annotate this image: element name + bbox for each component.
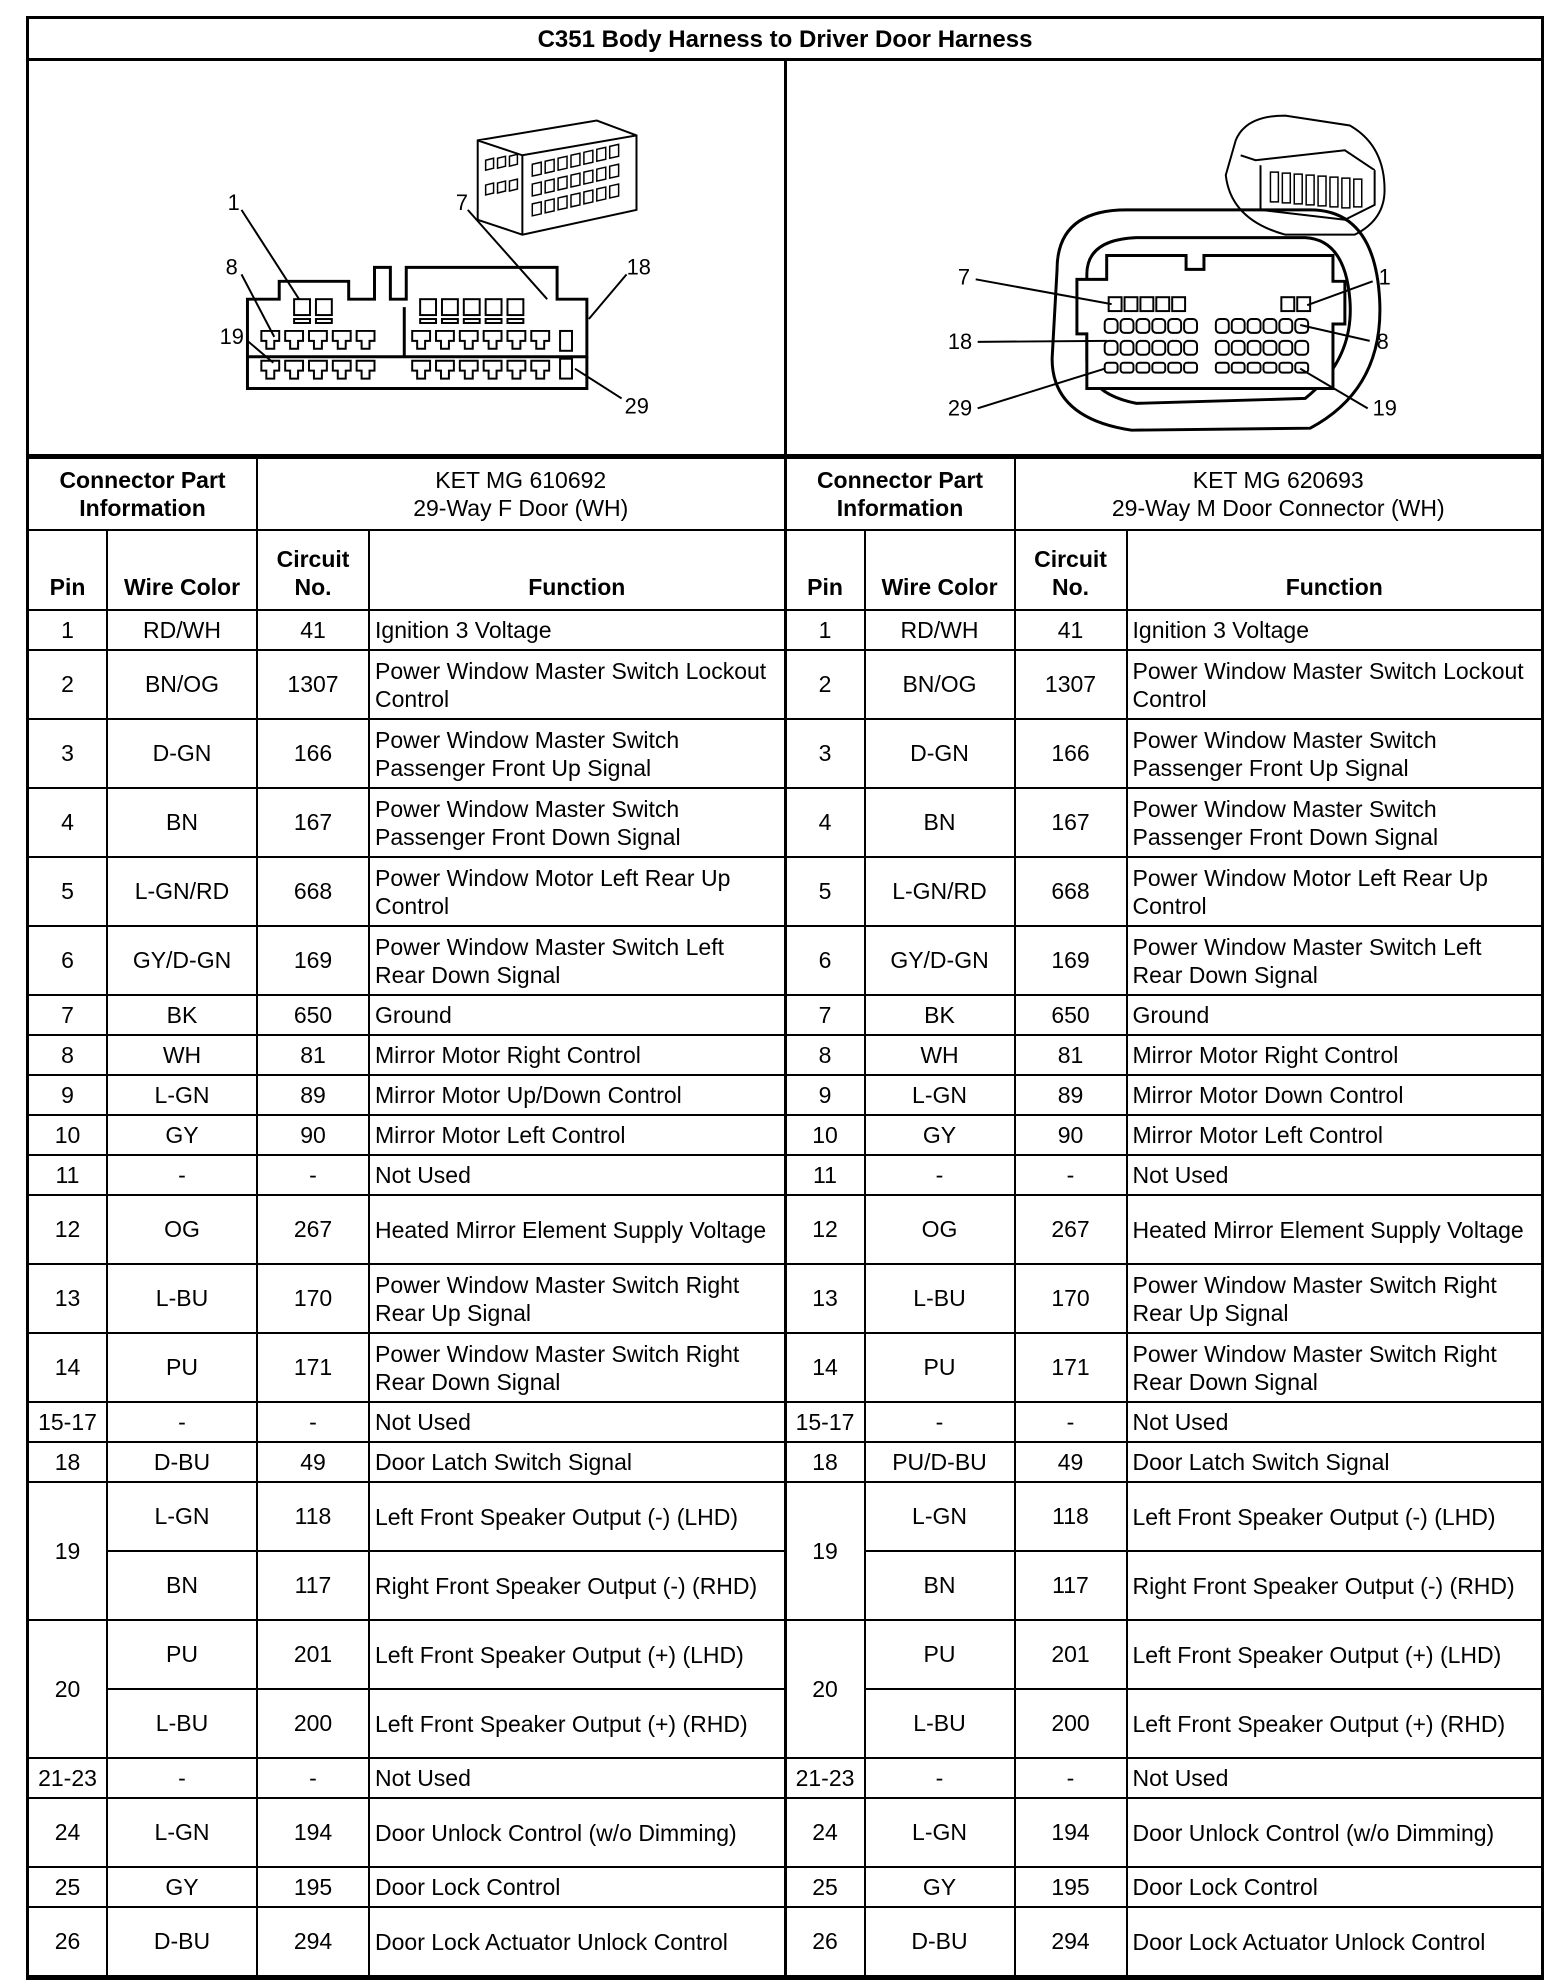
wire-color-cell: RD/WH [107, 610, 257, 650]
wire-color-cell: L-GN [107, 1075, 257, 1115]
pin-cell: 12 [787, 1195, 865, 1264]
table-row [787, 610, 1542, 650]
function-header: Function [1127, 530, 1541, 610]
table-row [787, 1264, 1542, 1333]
wire-color-cell: WH [107, 1035, 257, 1075]
pin-header: Pin [787, 530, 865, 610]
pin-cell: 19 [29, 1482, 107, 1620]
circuit-cell: 90 [257, 1115, 369, 1155]
table-row [787, 1075, 1542, 1115]
wire-color-cell: BN [107, 788, 257, 857]
function-cell: Power Window Master Switch Lockout Control [1127, 650, 1541, 719]
wire-color-cell: GY [865, 1867, 1015, 1907]
circuit-cell: 89 [257, 1075, 369, 1115]
function-cell: Heated Mirror Element Supply Voltage [369, 1195, 783, 1264]
female-connector-drawing [29, 61, 784, 454]
table-row [29, 1867, 784, 1907]
wire-color-cell: L-BU [107, 1689, 257, 1758]
table-row [787, 995, 1542, 1035]
connector-part-label: Connector Part Information [29, 458, 257, 530]
wire-color-cell: - [865, 1155, 1015, 1195]
circuit-cell: 81 [257, 1035, 369, 1075]
pin-cell: 15-17 [29, 1402, 107, 1442]
pin-cell: 3 [787, 719, 865, 788]
table-header-row [787, 530, 1542, 610]
right-pinout [784, 457, 1542, 1977]
circuit-cell: 89 [1015, 1075, 1127, 1115]
female-connector-perspective-icon [478, 121, 637, 235]
wire-color-cell: - [865, 1758, 1015, 1798]
circuit-cell: - [257, 1155, 369, 1195]
wire-color-cell: GY [865, 1115, 1015, 1155]
table-row [29, 1155, 784, 1195]
function-cell: Right Front Speaker Output (-) (RHD) [1127, 1551, 1541, 1620]
connector-part-label: Connector Part Information [787, 458, 1015, 530]
wire-color-cell: L-GN/RD [107, 857, 257, 926]
table-row [29, 1115, 784, 1155]
function-cell: Power Window Master Switch Passenger Front Down Signal [369, 788, 783, 857]
connector-info-row [787, 458, 1542, 530]
circuit-cell: - [1015, 1402, 1127, 1442]
circuit-cell: 668 [1015, 857, 1127, 926]
function-cell: Door Latch Switch Signal [369, 1442, 783, 1482]
female-connector-diagram [29, 61, 784, 454]
function-cell: Door Lock Actuator Unlock Control [1127, 1907, 1541, 1976]
function-cell: Power Window Master Switch Passenger Front Up Signal [369, 719, 783, 788]
circuit-cell: 200 [1015, 1689, 1127, 1758]
circuit-cell: 1307 [257, 650, 369, 719]
table-row [29, 610, 784, 650]
function-cell: Mirror Motor Left Control [1127, 1115, 1541, 1155]
function-cell: Power Window Master Switch Left Rear Down Signal [369, 926, 783, 995]
right-pinout-table [787, 457, 1542, 1977]
table-row [787, 926, 1542, 995]
table-row [787, 1115, 1542, 1155]
pin-cell: 6 [29, 926, 107, 995]
circuit-cell: 201 [257, 1620, 369, 1689]
table-row [787, 1333, 1542, 1402]
wire-color-cell: GY/D-GN [107, 926, 257, 995]
callout-label: 7 [957, 264, 970, 290]
function-cell: Mirror Motor Down Control [1127, 1075, 1541, 1115]
wire-color-cell: PU [107, 1333, 257, 1402]
pin-cell: 1 [29, 610, 107, 650]
table-row [29, 1907, 784, 1976]
table-row [29, 1620, 784, 1689]
table-row [29, 1333, 784, 1402]
table-row [29, 1264, 784, 1333]
pin-cell: 7 [29, 995, 107, 1035]
pin-cell: 9 [787, 1075, 865, 1115]
circuit-cell: 167 [1015, 788, 1127, 857]
circuit-cell: 294 [1015, 1907, 1127, 1976]
table-row [29, 995, 784, 1035]
function-cell: Power Window Master Switch Passenger Front Down Signal [1127, 788, 1541, 857]
callout-label: 8 [225, 254, 238, 280]
pin-cell: 20 [787, 1620, 865, 1758]
wire-color-cell: L-BU [865, 1264, 1015, 1333]
wire-color-cell: GY [107, 1115, 257, 1155]
wire-color-header: Wire Color [107, 530, 257, 610]
connector-document [26, 16, 1544, 1980]
circuit-cell: 41 [257, 610, 369, 650]
pin-cell: 19 [787, 1482, 865, 1620]
table-row [787, 650, 1542, 719]
function-cell: Not Used [1127, 1758, 1541, 1798]
pin-cell: 11 [787, 1155, 865, 1195]
table-row [787, 1402, 1542, 1442]
wire-color-cell: GY [107, 1867, 257, 1907]
table-row [29, 857, 784, 926]
circuit-cell: 118 [1015, 1482, 1127, 1551]
document-title: C351 Body Harness to Driver Door Harness [29, 19, 1541, 61]
function-cell: Power Window Motor Left Rear Up Control [1127, 857, 1541, 926]
pin-cell: 26 [787, 1907, 865, 1976]
function-cell: Left Front Speaker Output (-) (LHD) [1127, 1482, 1541, 1551]
function-cell: Door Unlock Control (w/o Dimming) [369, 1798, 783, 1867]
wire-color-cell: BK [107, 995, 257, 1035]
function-cell: Power Window Master Switch Right Rear Up Signal [369, 1264, 783, 1333]
function-cell: Mirror Motor Left Control [369, 1115, 783, 1155]
wire-color-cell: BN [107, 1551, 257, 1620]
circuit-cell: 171 [257, 1333, 369, 1402]
connector-part-value: KET MG 610692 29-Way F Door (WH) [257, 458, 783, 530]
pin-cell: 3 [29, 719, 107, 788]
wire-color-cell: BN [865, 1551, 1015, 1620]
circuit-cell: 170 [1015, 1264, 1127, 1333]
table-row [787, 1035, 1542, 1075]
function-cell: Door Unlock Control (w/o Dimming) [1127, 1798, 1541, 1867]
pin-cell: 15-17 [787, 1402, 865, 1442]
wire-color-cell: PU/D-BU [865, 1442, 1015, 1482]
male-connector-perspective-icon [1225, 116, 1384, 235]
function-cell: Not Used [369, 1155, 783, 1195]
circuit-cell: 650 [1015, 995, 1127, 1035]
circuit-cell: 81 [1015, 1035, 1127, 1075]
function-cell: Left Front Speaker Output (-) (LHD) [369, 1482, 783, 1551]
table-row [787, 1155, 1542, 1195]
wire-color-cell: - [865, 1402, 1015, 1442]
function-cell: Mirror Motor Right Control [1127, 1035, 1541, 1075]
table-row [29, 788, 784, 857]
pin-header: Pin [29, 530, 107, 610]
circuit-cell: - [1015, 1758, 1127, 1798]
table-row [787, 1758, 1542, 1798]
circuit-cell: 41 [1015, 610, 1127, 650]
function-cell: Ground [1127, 995, 1541, 1035]
table-row [787, 788, 1542, 857]
table-row [787, 1442, 1542, 1482]
pin-cell: 24 [29, 1798, 107, 1867]
left-pinout [29, 457, 784, 1977]
circuit-cell: 200 [257, 1689, 369, 1758]
wire-color-cell: GY/D-GN [865, 926, 1015, 995]
function-cell: Power Window Master Switch Right Rear Down Signal [369, 1333, 783, 1402]
wire-color-cell: BN/OG [107, 650, 257, 719]
pin-cell: 12 [29, 1195, 107, 1264]
wire-color-cell: - [107, 1402, 257, 1442]
circuit-cell: 167 [257, 788, 369, 857]
function-cell: Heated Mirror Element Supply Voltage [1127, 1195, 1541, 1264]
wire-color-cell: L-BU [865, 1689, 1015, 1758]
circuit-cell: 171 [1015, 1333, 1127, 1402]
pin-cell: 1 [787, 610, 865, 650]
wire-color-cell: D-BU [107, 1442, 257, 1482]
table-row [29, 1482, 784, 1551]
circuit-cell: 169 [257, 926, 369, 995]
wire-color-cell: L-GN [865, 1075, 1015, 1115]
table-row [787, 1482, 1542, 1551]
wire-color-cell: BN [865, 788, 1015, 857]
pin-cell: 25 [787, 1867, 865, 1907]
wire-color-cell: - [107, 1758, 257, 1798]
table-row [787, 1867, 1542, 1907]
pin-cell: 21-23 [787, 1758, 865, 1798]
circuit-cell: 267 [257, 1195, 369, 1264]
wire-color-cell: L-GN [107, 1482, 257, 1551]
wire-color-cell: BK [865, 995, 1015, 1035]
wire-color-cell: L-GN [865, 1798, 1015, 1867]
table-row [29, 1075, 784, 1115]
circuit-cell: 90 [1015, 1115, 1127, 1155]
function-cell: Ground [369, 995, 783, 1035]
pinout-tables [29, 457, 1541, 1977]
wire-color-cell: D-GN [865, 719, 1015, 788]
circuit-cell: 194 [1015, 1798, 1127, 1867]
pin-cell: 25 [29, 1867, 107, 1907]
circuit-cell: 650 [257, 995, 369, 1035]
pin-cell: 9 [29, 1075, 107, 1115]
function-header: Function [369, 530, 783, 610]
callout-label: 1 [227, 189, 240, 215]
circuit-cell: - [257, 1402, 369, 1442]
function-cell: Power Window Master Switch Lockout Control [369, 650, 783, 719]
pin-cell: 24 [787, 1798, 865, 1867]
circuit-cell: 195 [257, 1867, 369, 1907]
table-row [29, 926, 784, 995]
pin-cell: 2 [787, 650, 865, 719]
function-cell: Left Front Speaker Output (+) (LHD) [369, 1620, 783, 1689]
circuit-cell: 201 [1015, 1620, 1127, 1689]
function-cell: Not Used [1127, 1402, 1541, 1442]
callout-label: 19 [1372, 395, 1397, 421]
pin-cell: 7 [787, 995, 865, 1035]
circuit-cell: 166 [257, 719, 369, 788]
circuit-cell: - [257, 1758, 369, 1798]
wire-color-cell: WH [865, 1035, 1015, 1075]
function-cell: Right Front Speaker Output (-) (RHD) [369, 1551, 783, 1620]
circuit-cell: 668 [257, 857, 369, 926]
pin-cell: 8 [787, 1035, 865, 1075]
pin-cell: 18 [29, 1442, 107, 1482]
table-row [29, 650, 784, 719]
function-cell: Power Window Master Switch Right Rear Down Signal [1127, 1333, 1541, 1402]
pin-cell: 21-23 [29, 1758, 107, 1798]
function-cell: Left Front Speaker Output (+) (RHD) [369, 1689, 783, 1758]
function-cell: Door Lock Control [369, 1867, 783, 1907]
function-cell: Power Window Master Switch Left Rear Down Signal [1127, 926, 1541, 995]
circuit-cell: 194 [257, 1798, 369, 1867]
pin-cell: 10 [787, 1115, 865, 1155]
pin-cell: 13 [787, 1264, 865, 1333]
function-cell: Left Front Speaker Output (+) (LHD) [1127, 1620, 1541, 1689]
pin-cell: 18 [787, 1442, 865, 1482]
function-cell: Not Used [369, 1402, 783, 1442]
callout-label: 8 [1376, 328, 1389, 354]
pinout-rows [787, 610, 1542, 1976]
function-cell: Door Latch Switch Signal [1127, 1442, 1541, 1482]
circuit-cell: 195 [1015, 1867, 1127, 1907]
pin-cell: 4 [787, 788, 865, 857]
table-row [29, 1551, 784, 1620]
wire-color-cell: L-BU [107, 1264, 257, 1333]
callout-label: 18 [947, 328, 972, 354]
pin-cell: 14 [787, 1333, 865, 1402]
pin-cell: 2 [29, 650, 107, 719]
table-row [29, 719, 784, 788]
pin-cell: 4 [29, 788, 107, 857]
wire-color-cell: D-GN [107, 719, 257, 788]
callout-label: 19 [219, 323, 244, 349]
circuit-cell: 118 [257, 1482, 369, 1551]
wire-color-cell: D-BU [865, 1907, 1015, 1976]
callout-label: 7 [455, 189, 469, 215]
function-cell: Left Front Speaker Output (+) (RHD) [1127, 1689, 1541, 1758]
male-connector-drawing [784, 61, 1542, 454]
pin-cell: 5 [29, 857, 107, 926]
function-cell: Mirror Motor Up/Down Control [369, 1075, 783, 1115]
table-row [787, 1798, 1542, 1867]
male-connector-diagram [787, 61, 1542, 454]
function-cell: Door Lock Actuator Unlock Control [369, 1907, 783, 1976]
pin-cell: 26 [29, 1907, 107, 1976]
circuit-header: Circuit No. [1015, 530, 1127, 610]
wire-color-cell: PU [865, 1620, 1015, 1689]
callout-label: 29 [624, 393, 649, 419]
wire-color-cell: RD/WH [865, 610, 1015, 650]
wire-color-cell: D-BU [107, 1907, 257, 1976]
table-row [29, 1035, 784, 1075]
wire-color-header: Wire Color [865, 530, 1015, 610]
circuit-cell: 170 [257, 1264, 369, 1333]
circuit-cell: 49 [1015, 1442, 1127, 1482]
pin-cell: 10 [29, 1115, 107, 1155]
circuit-cell: 1307 [1015, 650, 1127, 719]
function-cell: Power Window Master Switch Right Rear Up Signal [1127, 1264, 1541, 1333]
wire-color-cell: - [107, 1155, 257, 1195]
table-row [29, 1758, 784, 1798]
circuit-cell: 117 [1015, 1551, 1127, 1620]
wire-color-cell: OG [865, 1195, 1015, 1264]
function-cell: Not Used [1127, 1155, 1541, 1195]
function-cell: Power Window Motor Left Rear Up Control [369, 857, 783, 926]
table-row [787, 857, 1542, 926]
circuit-cell: 117 [257, 1551, 369, 1620]
table-header-row [29, 530, 784, 610]
table-row [787, 719, 1542, 788]
callout-label: 29 [947, 395, 972, 421]
table-row [787, 1195, 1542, 1264]
table-row [787, 1620, 1542, 1689]
table-row [29, 1798, 784, 1867]
table-row [787, 1551, 1542, 1620]
callout-label: 1 [1378, 264, 1391, 290]
wire-color-cell: PU [865, 1333, 1015, 1402]
wire-color-cell: L-GN [107, 1798, 257, 1867]
table-row [29, 1402, 784, 1442]
circuit-header: Circuit No. [257, 530, 369, 610]
circuit-cell: 294 [257, 1907, 369, 1976]
table-row [29, 1442, 784, 1482]
pin-cell: 6 [787, 926, 865, 995]
circuit-cell: 169 [1015, 926, 1127, 995]
pin-cell: 5 [787, 857, 865, 926]
function-cell: Door Lock Control [1127, 1867, 1541, 1907]
table-row [29, 1689, 784, 1758]
pinout-rows [29, 610, 784, 1976]
callout-label: 18 [626, 254, 651, 280]
table-row [787, 1689, 1542, 1758]
circuit-cell: 267 [1015, 1195, 1127, 1264]
function-cell: Not Used [369, 1758, 783, 1798]
function-cell: Ignition 3 Voltage [369, 610, 783, 650]
wire-color-cell: PU [107, 1620, 257, 1689]
wire-color-cell: L-GN/RD [865, 857, 1015, 926]
wire-color-cell: L-GN [865, 1482, 1015, 1551]
function-cell: Mirror Motor Right Control [369, 1035, 783, 1075]
circuit-cell: 49 [257, 1442, 369, 1482]
function-cell: Ignition 3 Voltage [1127, 610, 1541, 650]
table-row [29, 1195, 784, 1264]
pin-cell: 20 [29, 1620, 107, 1758]
table-row [787, 1907, 1542, 1976]
pin-cell: 11 [29, 1155, 107, 1195]
circuit-cell: 166 [1015, 719, 1127, 788]
wire-color-cell: OG [107, 1195, 257, 1264]
circuit-cell: - [1015, 1155, 1127, 1195]
pin-cell: 8 [29, 1035, 107, 1075]
wire-color-cell: BN/OG [865, 650, 1015, 719]
pin-cell: 13 [29, 1264, 107, 1333]
connector-drawings [29, 61, 1541, 457]
pin-cell: 14 [29, 1333, 107, 1402]
connector-part-value: KET MG 620693 29-Way M Door Connector (WH) [1015, 458, 1541, 530]
left-pinout-table [29, 457, 784, 1977]
connector-info-row [29, 458, 784, 530]
function-cell: Power Window Master Switch Passenger Front Up Signal [1127, 719, 1541, 788]
